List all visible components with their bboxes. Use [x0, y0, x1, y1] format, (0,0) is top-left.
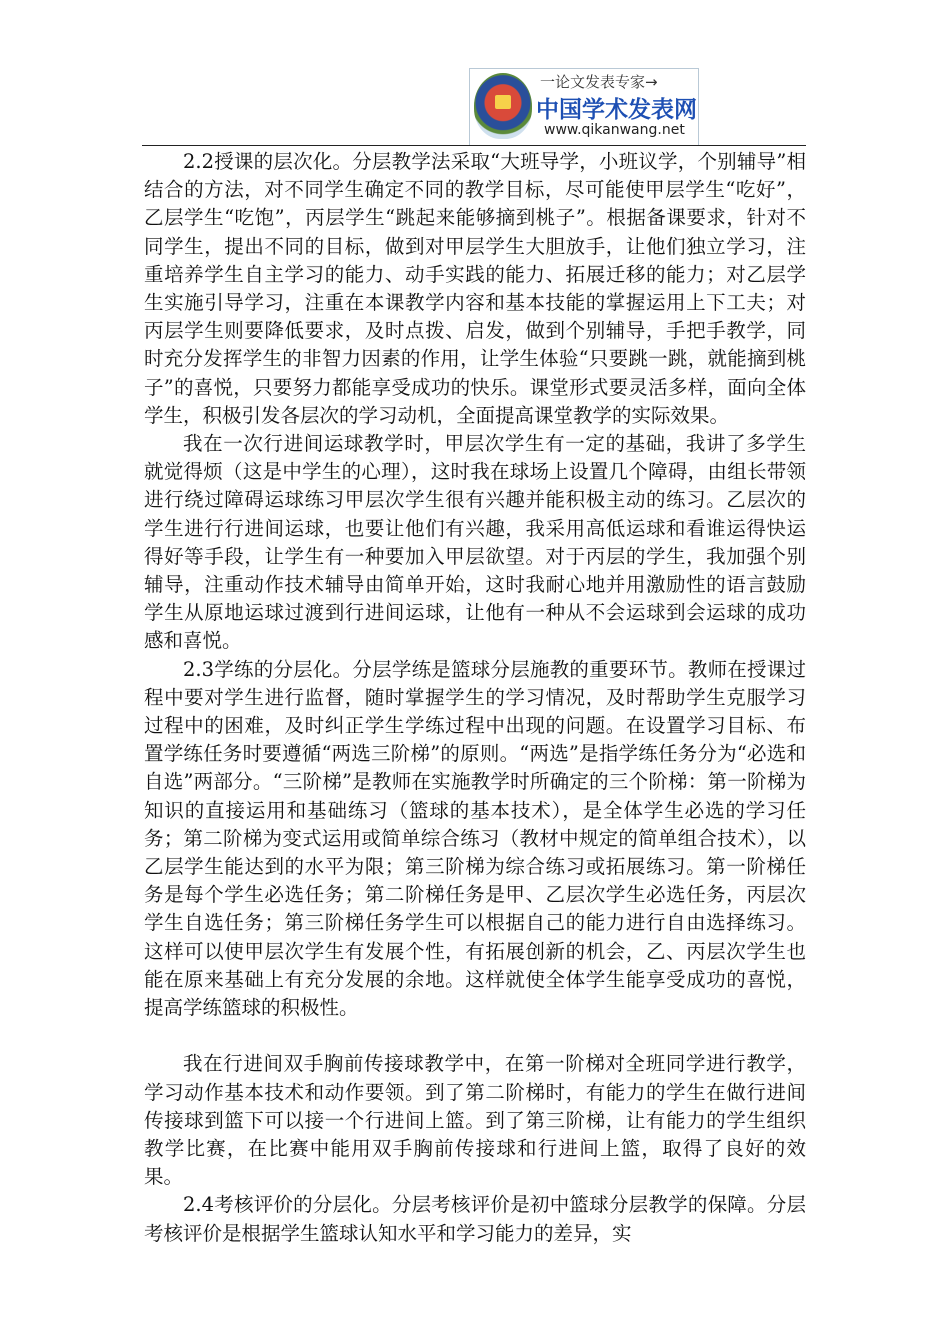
logo-url: www.qikanwang.net — [544, 122, 685, 138]
site-logo — [469, 68, 699, 146]
blank-line — [144, 1022, 806, 1050]
paragraph-passing-example: 我在行进间双手胸前传接球教学中，在第一阶梯对全班同学进行教学，学习动作基本技术和动作要领。到了第二阶梯时，有能力的学生在做行进间传接球到篮下可以接一个行进间上篮。到了第三阶梯，让有能力的学生组织教学比赛，在比赛中能用双手胸前传接球和行进间上篮，取得了良好的效果。 — [144, 1052, 806, 1189]
paragraph-2-3: 2.3学练的分层化。分层学练是篮球分层施教的重要环节。教师在授课过程中要对学生进行监督，随时掌握学生的学习情况，及时帮助学生克服学习过程中的困难，及时纠正学生学练过程中出现的问题。在设置学习目标、布置学练任务时要遵循“两选三阶梯”的原则。“两选”是指学练任务分为“必选和自选”两部分。“三阶梯”是教师在实施教学时所确定的三个阶梯：第一阶梯为知识的直接运用和基础练习（篮球的基本技术），是全体学生必选的学习任务；第二阶梯为变式运用或简单综合练习（教材中规定的简单组合技术），以乙层学生能达到的水平为限；第三阶梯为综合练习或拓展练习。第一阶梯任务是每个学生必选任务；第二阶梯任务是甲、乙层次学生必选任务，丙层次学生自选任务；第三阶梯任务学生可以根据自己的能力进行自由选择练习。这样可以使甲层次学生有发展个性，有拓展创新的机会，乙、丙层次学生也能在原来基础上有充分发展的余地。这样就使全体学生能享受成功的喜悦，提高学练篮球的积极性。 — [144, 657, 806, 1020]
emblem-icon — [474, 73, 532, 139]
header-divider — [142, 145, 806, 146]
paragraph-2-4: 2.4考核评价的分层化。分层考核评价是初中篮球分层教学的保障。分层考核评价是根据学生篮球认知水平和学习能力的差异，实 — [144, 1193, 806, 1245]
paragraph-dribble-example: 我在一次行进间运球教学时，甲层次学生有一定的基础，我讲了多学生就觉得烦（这是中学生的心理），这时我在球场上设置几个障碍，由组长带领进行绕过障碍运球练习甲层次学生很有兴趣并能积极主动的练习。乙层次的学生进行行进间运球，也要让他们有兴趣，我采用高低运球和看谁运得快运得好等手段，让学生有一种要加入甲层欲望。对于丙层的学生，我加强个别辅导，注重动作技术辅导由简单开始，这时我耐心地并用激励性的语言鼓励学生从原地运球过渡到行进间运球，让他有一种从不会运球到会运球的成功感和喜悦。 — [144, 432, 806, 653]
paragraph-2-2: 2.2授课的层次化。分层教学法采取“大班导学，小班议学，个别辅导”相结合的方法，对不同学生确定不同的教学目标，尽可能使甲层学生“吃好”，乙层学生“吃饱”，丙层学生“跳起来能够摘到桃子”。根据备课要求，针对不同学生，提出不同的目标，做到对甲层学生大胆放手，让他们独立学习，注重培养学生自主学习的能力、动手实践的能力、拓展迁移的能力；对乙层学生实施引导学习，注重在本课教学内容和基本技能的掌握运用上下工夫；对丙层学生则要降低要求，及时点拨、启发，做到个别辅导，手把手教学，同时充分发挥学生的非智力因素的作用，让学生体验“只要跳一跳，就能摘到桃子”的喜悦，只要努力都能享受成功的快乐。课堂形式要灵活多样，面向全体学生，积极引发各层次的学习动机，全面提高课堂教学的实际效果。 — [144, 150, 806, 427]
document-body — [144, 148, 806, 1248]
logo-title: 中国学术发表网 — [536, 97, 697, 123]
logo-tagline: 一论文发表专家→ — [540, 73, 658, 91]
